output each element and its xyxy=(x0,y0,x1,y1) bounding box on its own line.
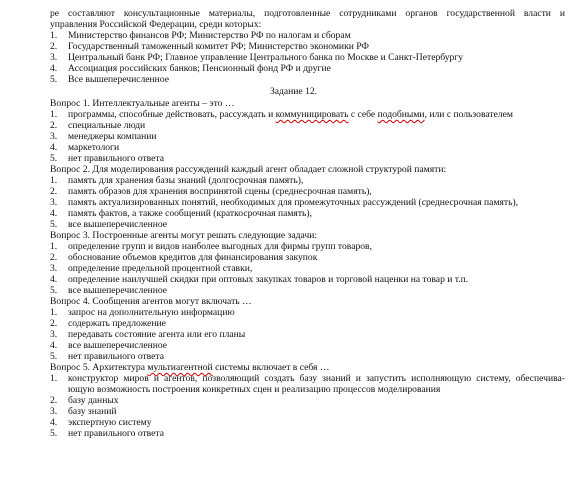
list-number: 2. xyxy=(50,120,58,131)
question-3-title: Вопрос 3. Построенные агенты могут решать следующие задачи: xyxy=(50,230,318,241)
list-number: 5. xyxy=(50,74,58,85)
list-item: базу знаний xyxy=(68,406,117,417)
list-number: 3. xyxy=(50,329,58,340)
list-item: нет правильного ответа xyxy=(68,153,164,164)
list-item: обоснование объемов кредитов для финансирования закупок xyxy=(68,252,318,263)
question-1-title: Вопрос 1. Интеллектуальные агенты – это … xyxy=(50,98,235,109)
list-number: 1. xyxy=(50,175,58,186)
text-fragment: системы включает в себя … xyxy=(212,362,330,373)
text-fragment: , или с пользователем xyxy=(424,109,513,120)
list-number: 4. xyxy=(50,274,58,285)
list-number: 4. xyxy=(50,142,58,153)
list-number: 1. xyxy=(50,373,58,384)
spellcheck-word: коммуницировать xyxy=(275,109,349,120)
list-number: 1. xyxy=(50,30,58,41)
list-number: 3. xyxy=(50,52,58,63)
text-fragment: программы, способные действовать, рассуждать и xyxy=(68,109,276,120)
list-item: передавать состояние агента или его планы xyxy=(68,329,246,340)
list-number: 5. xyxy=(50,285,58,296)
list-number: 3. xyxy=(50,406,58,417)
list-number: 5. xyxy=(50,219,58,230)
intro-line-2: управления Российской Федерации, среди которых: xyxy=(50,19,262,30)
list-item: все вышеперечисленное xyxy=(68,285,168,296)
question-5-title xyxy=(50,362,329,373)
list-number: 4. xyxy=(50,208,58,219)
question-4-title: Вопрос 4. Сообщения агентов могут включать … xyxy=(50,296,252,307)
list-item: Центральный банк РФ; Главное управление Центрального банка по Москве и Санкт-Петербургу xyxy=(68,52,464,63)
list-item: определение групп и видов наиболее выгодных для фирмы групп товаров, xyxy=(68,241,372,252)
spellcheck-word: подобными xyxy=(377,109,425,120)
list-item: специальные люди xyxy=(68,120,146,131)
list-number: 2. xyxy=(50,41,58,52)
list-item: память фактов, а также сообщений (краткосрочная память), xyxy=(68,208,312,219)
list-item: нет правильного ответа xyxy=(68,428,164,439)
list-number: 5. xyxy=(50,428,58,439)
list-item: содержать предложение xyxy=(68,318,166,329)
list-number: 3. xyxy=(50,197,58,208)
list-number: 2. xyxy=(50,186,58,197)
list-number: 2. xyxy=(50,252,58,263)
list-item: определение предельной процентной ставки, xyxy=(68,263,253,274)
list-number: 3. xyxy=(50,131,58,142)
list-item-line-2: ющую возможность построения конкретных сцен и реализацию процессов моделирования xyxy=(68,384,441,395)
list-number: 2. xyxy=(50,318,58,329)
list-item: память актуализированных понятий, необходимых для промежуточных рассуждений (среднесрочная память), xyxy=(68,197,519,208)
list-item xyxy=(68,109,513,120)
list-number: 3. xyxy=(50,263,58,274)
list-number: 5. xyxy=(50,351,58,362)
list-item: маркетологи xyxy=(68,142,120,153)
list-item: менеджеры компании xyxy=(68,131,157,142)
text-fragment: Вопрос 5. Архитектура xyxy=(50,362,148,373)
list-number: 1. xyxy=(50,241,58,252)
list-number: 1. xyxy=(50,109,58,120)
question-2-title: Вопрос 2. Для моделирования рассуждений каждый агент обладает сложной структурой памяти: xyxy=(50,164,447,175)
list-item: память образов для хранения воспринятой сцены (среднесрочная память), xyxy=(68,186,372,197)
list-item: память для хранения базы знаний (долгосрочная память), xyxy=(68,175,304,186)
list-item: определение наилучшей скидки при оптовых закупках товаров и торговой наценки на товар и т.п. xyxy=(68,274,469,285)
list-number: 1. xyxy=(50,307,58,318)
list-item: базу данных xyxy=(68,395,119,406)
intro-line-1: ре составляют консультационные материалы, подготовленные сотрудниками органов государственной власти и xyxy=(50,8,565,19)
list-item: все вышеперечисленное xyxy=(68,340,168,351)
list-number: 4. xyxy=(50,417,58,428)
list-number: 4. xyxy=(50,340,58,351)
list-item-line-1: конструктор миров и агентов, позволяющий создать базу знаний и запустить исполняющую систему, обеспечива- xyxy=(68,373,565,384)
list-item: все вышеперечисленное xyxy=(68,219,168,230)
list-number: 4. xyxy=(50,63,58,74)
list-item: экспертную систему xyxy=(68,417,152,428)
task-heading: Задание 12. xyxy=(269,86,318,97)
list-item: запрос на дополнительную информацию xyxy=(68,307,235,318)
list-item: Ассоциация российских банков; Пенсионный фонд РФ и другие xyxy=(68,63,331,74)
list-item: Министерство финансов РФ; Министерство РФ по налогам и сборам xyxy=(68,30,351,41)
list-item: Все вышеперечисленное xyxy=(68,74,169,85)
list-number: 5. xyxy=(50,153,58,164)
list-item: Государственный таможенный комитет РФ; Министерство экономики РФ xyxy=(68,41,370,52)
spellcheck-word: мультиагентной xyxy=(147,362,213,373)
list-number: 2. xyxy=(50,395,58,406)
list-item: нет правильного ответа xyxy=(68,351,164,362)
text-fragment: с себе xyxy=(348,109,378,120)
